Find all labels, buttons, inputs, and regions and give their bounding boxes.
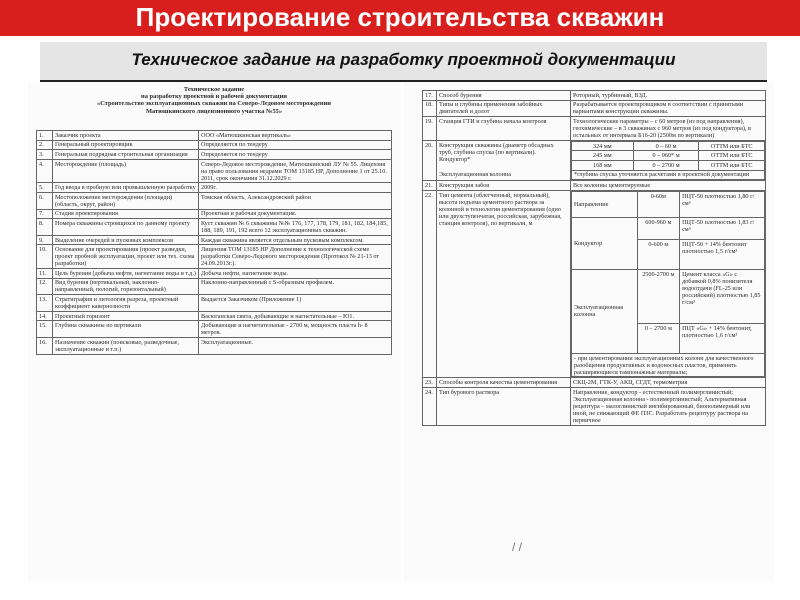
table-row bbox=[37, 209, 392, 219]
table-row bbox=[423, 100, 766, 117]
row-value: Васюганская свита, добывающие и нагнетательные – Ю1. bbox=[199, 311, 392, 321]
row-value: Выдается Заказчиком (Приложение 1) bbox=[199, 295, 392, 312]
row-value bbox=[571, 140, 766, 180]
row-number: 6. bbox=[37, 192, 53, 209]
casing-depth: 0 – 960* м bbox=[633, 151, 699, 161]
row-number: 14. bbox=[37, 311, 53, 321]
row-value: Технологические параметры – с 60 метров (из под направления), геохимические – в 3 скважинах с 960 метров (из под кондуктора), в остальных от интервала Б16-20 (2500м по вертикали) bbox=[571, 117, 766, 141]
cement-type: ПЦТ-50 плотностью 1,80 г/см³ bbox=[680, 191, 765, 217]
row-number: 1. bbox=[37, 131, 53, 141]
right-spec-table bbox=[422, 90, 766, 426]
subtitle-bar bbox=[40, 42, 767, 82]
cement-column: Эксплуатационная колонна bbox=[572, 269, 638, 353]
cement-row bbox=[572, 191, 765, 217]
row-value: Северо-Ледовое месторождение, Матюшкинский ЛУ № 55. Лицензия на право пользования недрами ТОМ 13185 НР, Дополнение 1 от 25.10. 2011, срок окончания 31.12.2029 г. bbox=[199, 159, 392, 183]
row-value: Каждая скважина является отдельным пусковым комплексом. bbox=[199, 235, 392, 245]
row-name: Заказчик проекта bbox=[53, 131, 199, 141]
row-number: 19. bbox=[423, 117, 437, 141]
row-number: 15. bbox=[37, 321, 53, 338]
table-row bbox=[37, 245, 392, 269]
table-row bbox=[423, 190, 766, 378]
row-value: Определяется по тендеру bbox=[199, 150, 392, 160]
casing-row bbox=[572, 141, 765, 151]
cement-type: ПЦТ-50 + 14% бентонит плотностью 1,5 г/см³ bbox=[680, 239, 765, 269]
casing-thread: ОТТМ или БТС bbox=[699, 160, 765, 170]
casing-depth: 0 – 60 м bbox=[633, 141, 699, 151]
row-value: Наклонно-направленный с S-образным профилем. bbox=[199, 278, 392, 295]
left-spec-table bbox=[36, 130, 392, 355]
casing-note: *глубина спуска уточняется расчетами в проектной документации bbox=[572, 170, 765, 180]
left-document-page bbox=[28, 82, 400, 582]
row-name: Тип бурового раствора bbox=[437, 387, 571, 425]
table-row bbox=[37, 235, 392, 245]
row-value: Направление, кондуктор - естественный полимерглинистый; Эксплуатационная колонна - полимерглинистый; Альтернативная рецептура – малоглинистый ингибированный, биополимерный или иной, не снижающий ФЕ ПЗС. Разработать рецептуру раствора на первичное bbox=[571, 387, 766, 425]
row-number: 21. bbox=[423, 181, 437, 191]
table-row bbox=[37, 140, 392, 150]
row-number: 22. bbox=[423, 190, 437, 378]
casing-diameter: 168 мм bbox=[572, 160, 634, 170]
table-row bbox=[37, 337, 392, 354]
row-value: Роторный, турбинный, ВЗД. bbox=[571, 91, 766, 101]
table-row bbox=[37, 311, 392, 321]
signature-mark: / / bbox=[512, 540, 523, 554]
row-name: Тип цемента (облегченный, нормальный), высота подъема цементного раствора за колонной и технология цементирования (одно или двухступенчатая, российская, зарубежная, станция контроля), по вертикали, м bbox=[437, 190, 571, 378]
row-number: 18. bbox=[423, 100, 437, 117]
row-number: 24. bbox=[423, 387, 437, 425]
row-value bbox=[571, 190, 766, 378]
row-name: Выделение очередей и пусковых комплексов bbox=[53, 235, 199, 245]
row-name: Вид бурения (вертикальный, наклонно-направленный, пологий, горизонтальный) bbox=[53, 278, 199, 295]
table-row bbox=[37, 183, 392, 193]
right-document-page bbox=[404, 82, 774, 582]
row-name: Номера скважины строящихся по данному проекту bbox=[53, 219, 199, 236]
row-value: Добыча нефти, нагнетание воды. bbox=[199, 268, 392, 278]
row-name: Конструкция забоя bbox=[437, 181, 571, 191]
casing-note-row bbox=[572, 170, 765, 180]
casing-thread: ОТТМ или БТС bbox=[699, 141, 765, 151]
row-number: 20. bbox=[423, 140, 437, 180]
heading-line: Матюшкинского лицензионного участка №55» bbox=[145, 107, 283, 115]
table-row bbox=[37, 219, 392, 236]
table-row bbox=[37, 131, 392, 141]
table-row bbox=[37, 159, 392, 183]
row-value: Все колонны цементируемые bbox=[571, 181, 766, 191]
cement-column: Кондуктор bbox=[572, 217, 638, 269]
cement-depth: 600-960 м bbox=[637, 217, 679, 239]
casing-depth: 0 – 2700 м bbox=[633, 160, 699, 170]
row-value: Томская область, Александровский район bbox=[199, 192, 392, 209]
table-row bbox=[423, 181, 766, 191]
row-number: 5. bbox=[37, 183, 53, 193]
table-row bbox=[423, 91, 766, 101]
row-name: Глубина скважины по вертикали bbox=[53, 321, 199, 338]
table-row bbox=[423, 117, 766, 141]
row-number: 2. bbox=[37, 140, 53, 150]
row-number: 4. bbox=[37, 159, 53, 183]
row-name: Типы и глубины применения забойных двигателей и долот bbox=[437, 100, 571, 117]
cement-table bbox=[571, 191, 765, 378]
row-value: Проектная и рабочая документация. bbox=[199, 209, 392, 219]
row-name: Основание для проектирования (проект разведки, проект пробной эксплуатации, проект или тех. схема разработки) bbox=[53, 245, 199, 269]
row-name: Способы контроля качества цементирования bbox=[437, 378, 571, 388]
row-name: Стадия проектирования bbox=[53, 209, 199, 219]
casing-row bbox=[572, 151, 765, 161]
row-name: Местоположение месторождения (площади) (область, округ, район) bbox=[53, 192, 199, 209]
table-row bbox=[423, 378, 766, 388]
row-name: Цель бурения (добыча нефти, нагнетание воды и т.д.) bbox=[53, 268, 199, 278]
row-name: Генеральный проектировщик bbox=[53, 140, 199, 150]
row-name: Месторождение (площадь) bbox=[53, 159, 199, 183]
table-row bbox=[423, 140, 766, 180]
row-name: Год ввода в пробную или промышленную разработку bbox=[53, 183, 199, 193]
row-value: СКЦ-2М, ГТК-У, АКЦ, СГДТ, термометрия bbox=[571, 378, 766, 388]
casing-thread: ОТТМ или БТС bbox=[699, 151, 765, 161]
row-name: Способ бурения bbox=[437, 91, 571, 101]
table-row bbox=[37, 150, 392, 160]
cement-type: ПЦТ-50 плотностью 1,83 г/см³ bbox=[680, 217, 765, 239]
row-value: ООО «Матюшкинская вертикаль» bbox=[199, 131, 392, 141]
row-number: 7. bbox=[37, 209, 53, 219]
row-name-text: Эксплуатационная колонна bbox=[439, 170, 511, 178]
row-name: Генеральная подрядная строительная организация bbox=[53, 150, 199, 160]
table-row bbox=[37, 295, 392, 312]
row-number: 12. bbox=[37, 278, 53, 295]
heading-line: Техническое задание bbox=[183, 86, 245, 93]
cement-depth: 0-60м bbox=[637, 191, 679, 217]
casing-diameter: 245 мм bbox=[572, 151, 634, 161]
table-row bbox=[423, 387, 766, 425]
row-name: Станция ГТИ и глубина начала контроля bbox=[437, 117, 571, 141]
casing-diameter: 324 мм bbox=[572, 141, 634, 151]
table-row bbox=[37, 268, 392, 278]
row-name bbox=[437, 140, 571, 180]
table-row bbox=[37, 192, 392, 209]
cement-row bbox=[572, 217, 765, 239]
row-value: Разрабатывается проектировщиком в соответствии с принятыми вариантами конструкции скважины. bbox=[571, 100, 766, 117]
row-value: Эксплуатационные. bbox=[199, 337, 392, 354]
row-number: 16. bbox=[37, 337, 53, 354]
table-row bbox=[37, 278, 392, 295]
cement-depth: 0-600 м bbox=[637, 239, 679, 269]
casing-table bbox=[571, 141, 765, 180]
row-value: 2009г. bbox=[199, 183, 392, 193]
cement-type: Цемент класса «G» с добавкой 0,8% понизителя водоотдачи (FL-25 или российский) плотностью 1,85 г/см³ bbox=[680, 269, 765, 323]
row-number: 13. bbox=[37, 295, 53, 312]
casing-row bbox=[572, 160, 765, 170]
heading-line: на разработку проектной и рабочей документации bbox=[141, 93, 287, 101]
row-number: 9. bbox=[37, 235, 53, 245]
row-number: 23. bbox=[423, 378, 437, 388]
row-value: Куст скважин № 6 скважины №№ 176, 177, 178, 179, 181, 182, 184,185, 188, 189, 191, 192 всего 12 эксплуатационных скважин. bbox=[199, 219, 392, 236]
cement-row bbox=[572, 269, 765, 323]
cement-note: - при цементировании эксплуатационных колонн для качественного разобщения продуктивных и водоносных пластов, применять расширяющиеся тампонажные материалы; bbox=[572, 353, 765, 377]
row-number: 10. bbox=[37, 245, 53, 269]
row-value: Добывающие и нагнетательные - 2700 м, мощность пласта h- 8 метров. bbox=[199, 321, 392, 338]
cement-note-row bbox=[572, 353, 765, 377]
document-heading bbox=[28, 86, 400, 115]
row-value: Определяется по тендеру bbox=[199, 140, 392, 150]
page-title: Проектирование строительства скважин bbox=[135, 2, 665, 32]
cement-depth: 0 – 2700 м bbox=[637, 323, 679, 353]
cement-column: Направление bbox=[572, 191, 638, 217]
row-number: 3. bbox=[37, 150, 53, 160]
table-row bbox=[37, 321, 392, 338]
page-subtitle: Техническое задание на разработку проектной документации bbox=[131, 50, 676, 69]
heading-line: «Строительство эксплуатационных скважин на Северо-Ледовом месторождении bbox=[97, 100, 331, 108]
row-name-text: Конструкция скважины (диаметр обсадных труб, глубина спуска (по вертикали). Кондуктор* bbox=[439, 141, 554, 163]
row-number: 11. bbox=[37, 268, 53, 278]
row-number: 17. bbox=[423, 91, 437, 101]
cement-depth: 2500-2700 м bbox=[637, 269, 679, 323]
row-number: 8. bbox=[37, 219, 53, 236]
row-value: Лицензия ТОМ 13185 НР Дополнение к технологической схеме разработки Северо-Ледового месторождения (Протокол № 21-13 от 24.09.2013г.). bbox=[199, 245, 392, 269]
row-name: Назначение скважин (поисковые, разведочные, эксплуатационные и т.п.) bbox=[53, 337, 199, 354]
row-name: Стратиграфия и литология разреза, проектный коэффициент кавернозности bbox=[53, 295, 199, 312]
cement-type: ПЦТ «G» + 14% бентонит, плотностью 1,6 г/см³ bbox=[680, 323, 765, 353]
row-name: Проектный горизонт bbox=[53, 311, 199, 321]
